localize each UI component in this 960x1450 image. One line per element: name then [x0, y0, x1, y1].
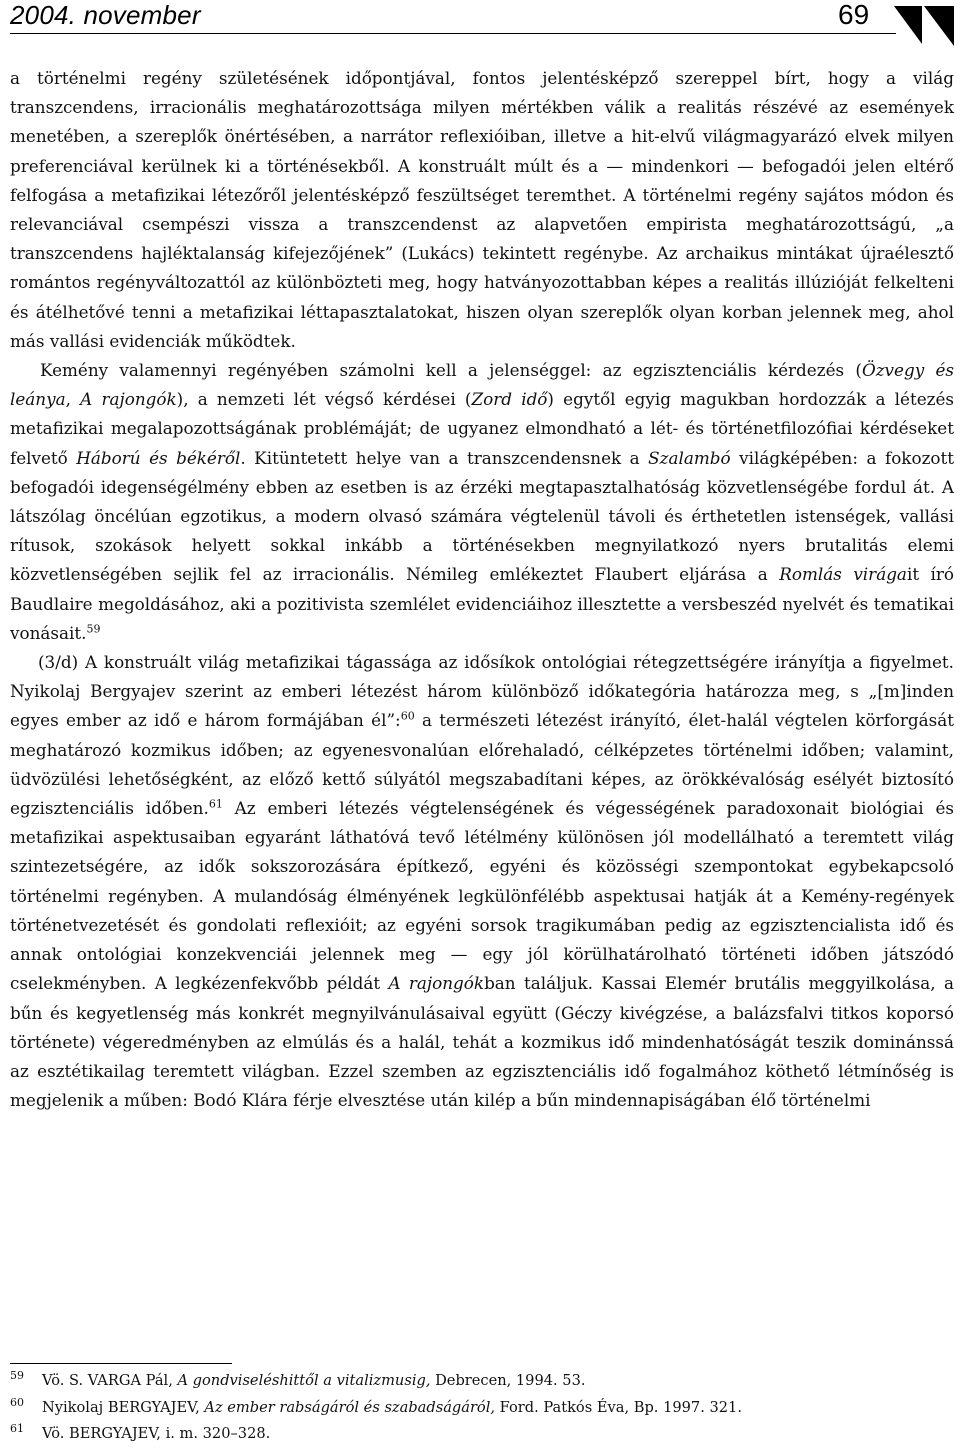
footnote-text: Nyikolaj BERGYAJEV, — [42, 1398, 205, 1416]
title-romlas-viragai: Romlás virága — [779, 564, 907, 585]
header-rule — [10, 33, 896, 34]
paragraph-2 — [10, 356, 954, 648]
footnotes — [10, 1368, 954, 1448]
text-run: ban találjuk. Kassai Elemér brutális meggyilkolása, a bűn és kegyetlenség más konkrét megnyilvánulásaival együtt (Géczy kivégzése, a balázsfalvi titkos koporsó története) végeredményben az elmúlás és a halál, tehát a kozmikus idő mindenhatóságát teszik dominánssá az esztétikailag teremtett világban. Ezzel szemben az egzisztenciális idő fogalmához köthető létmínőség is megjelenik a műben: Bodó Klára férje elvesztése után kilép a bűn mindennapiságában élő történelmi — [10, 973, 954, 1111]
footnote-text: Debrecen, 1994. 53. — [430, 1372, 586, 1389]
footnote-59: 59 Vö. S. VARGA Pál, A gondviseléshittől a vitalizmusig, Debrecen, 1994. 53. — [10, 1369, 586, 1389]
text-run: . Kitüntetett helye van a transzcendensnek a — [240, 447, 649, 468]
footnote-title: Az ember rabságáról és szabadságáról, — [204, 1398, 496, 1416]
text-run: ) egytől egyig magukban hordozzák a létezés metafizikai megalapozottságának problémáját; de ugyanez elmondható a lét- és történetfilozófiai kérdéseket felvető — [10, 389, 955, 468]
paragraph-3 — [10, 648, 954, 1115]
footnote-reference-61[interactable]: 61 — [208, 797, 223, 811]
footnote-61: 61 Vö. BERGYAJEV, i. m. 320–328. — [10, 1422, 271, 1442]
article-body — [10, 64, 954, 1115]
text-run: (3/d) A konstruált világ metafizikai tágassága az idősíkok ontológiai rétegzettségére irányítja a figyelmet. Nyikolaj Bergyajev szerint az emberi létezést három különböző időkategória határozza meg, s „[m]inden egyes ember az idő e három formájában él”: — [10, 652, 954, 731]
double-triangle-mark-icon — [892, 4, 956, 48]
text-run: világképében: a fokozott befogadói idegenségélmény ebben az esetben is az érzéki megtapasztalhatóság közvetlenségébe fordul át. A látszólag öncélúan egzotikus, a modern olvasó számára végtelenül távoli és érthetetlen istenségek, vallási rítusok, szokások helyett sokkal inkább a történésekben megnyilatkozó nyers brutalitás elemi közvetlenségében sejlik fel az irracionális. Némileg emlékeztet Flaubert eljárása a — [10, 447, 954, 585]
footnote-text: Vö. S. VARGA Pál, — [42, 1372, 178, 1389]
running-head-date: 2004. november — [10, 0, 201, 30]
page-number: 69 — [838, 0, 870, 30]
paragraph-1: a történelmi regény születésének időpontjával, fontos jelentésképző szereppel bírt, hogy a világ transzcendens, irracionális meghatározottsága milyen mértékben válik a realitás részévé az események menetében, a szereplők önértésében, a narrátor reflexióiban, illetve a hit-elvű világmagyarázó elvek milyen preferenciával kerülnek ki a történésekből. A konstruált múlt és a — mindenkori — befogadói jelen eltérő felfogása a metafizikai létezőről jelentésképző feszültséget teremthet. A történelmi regény sajátos módon és relevanciával csempészi vissza a transzcendenst az alapvetően empirista meghatározottságú, „a transzcendens hajléktalanság kifejezőjének” (Lukács) tekintett regénybe. Az archaikus mintákat újraélesztő romántos regényváltozattól az különbözteti meg, hogy hatványozottabban képes a realitás illúzióját felkelteni és átélhetővé tenni a metafizikai léttapasztalatokat, hiszen olyan szereplők olyan korban jelennek meg, ahol más vallási evidenciák működtek. — [10, 68, 954, 351]
footnote-60: 60 Nyikolaj BERGYAJEV, Az ember rabságáról és szabadságáról, Ford. Patkós Éva, Bp. 1997. 321. — [10, 1395, 742, 1416]
text-run: Kemény valamennyi regényében számolni kell a jelenséggel: az egzisztenciális kérdezés ( — [40, 360, 862, 381]
title-zord-ido: Zord idő — [471, 389, 548, 410]
title-a-rajongok: A rajongók — [80, 389, 177, 410]
footnote-reference-59[interactable]: 59 — [86, 622, 101, 636]
title-haboru-es-beke: Háború és békéről — [76, 447, 241, 468]
title-a-rajongok: A rajongók — [388, 973, 485, 994]
footnote-title: A gondviseléshittől a vitalizmusig, — [177, 1372, 431, 1389]
title-szalambo: Szalambó — [648, 447, 731, 468]
text-run: , — [65, 389, 81, 410]
footnote-rule — [10, 1363, 232, 1364]
page-header — [0, 0, 960, 52]
footnote-text: Ford. Patkós Éva, Bp. 1997. 321. — [495, 1398, 742, 1416]
footnote-reference-60[interactable]: 60 — [400, 709, 415, 723]
footnote-text: Vö. BERGYAJEV, i. m. 320–328. — [42, 1425, 271, 1442]
text-run: it író Baudlaire megoldásához, aki a pozitivista szemlélet evidenciáihoz illesztette a versbeszéd nyelvét és tematikai vonásait. — [10, 564, 955, 643]
text-run: a természeti létezést irányító, élet-halál végtelen körforgását meghatározó kozmikus időben; az egyenesvonalúan előrehaladó, célképzetes történelmi időben; valamint, üdvözülési lehetőségként, az előző kettő súlyától megszabadítani képes, az örökkévalóság esélyét biztosító egzisztenciális időben. — [10, 710, 955, 819]
text-run: ), a nemzeti lét végső kérdései ( — [176, 389, 472, 410]
title-ozvegy-es-leanya: Özvegy és leánya — [10, 360, 954, 410]
text-run: Az emberi létezés végtelenségének és végességének paradoxonait biológiai és metafizikai aspektusaiban egyaránt láthatóvá tevő létélmény különösen jól modellálható a teremtett világ szintezetségére, az idők sokszorozására építkező, egyéni és közösségi szempontokat egybekapcsoló történelmi regényben. A mulandóság élményének legkülönfélébb aspektusai hatják át a Kemény-regények történetvezetését és gondolati reflexióit; az egyéni sorsok tragikumában pedig az egzisztencialista idő és annak ontológiai konzekvenciái jelennek meg — egy jól körülhatárolható történeti időben játszódó cselekményben. A legkézenfekvőbb példát — [10, 798, 954, 994]
